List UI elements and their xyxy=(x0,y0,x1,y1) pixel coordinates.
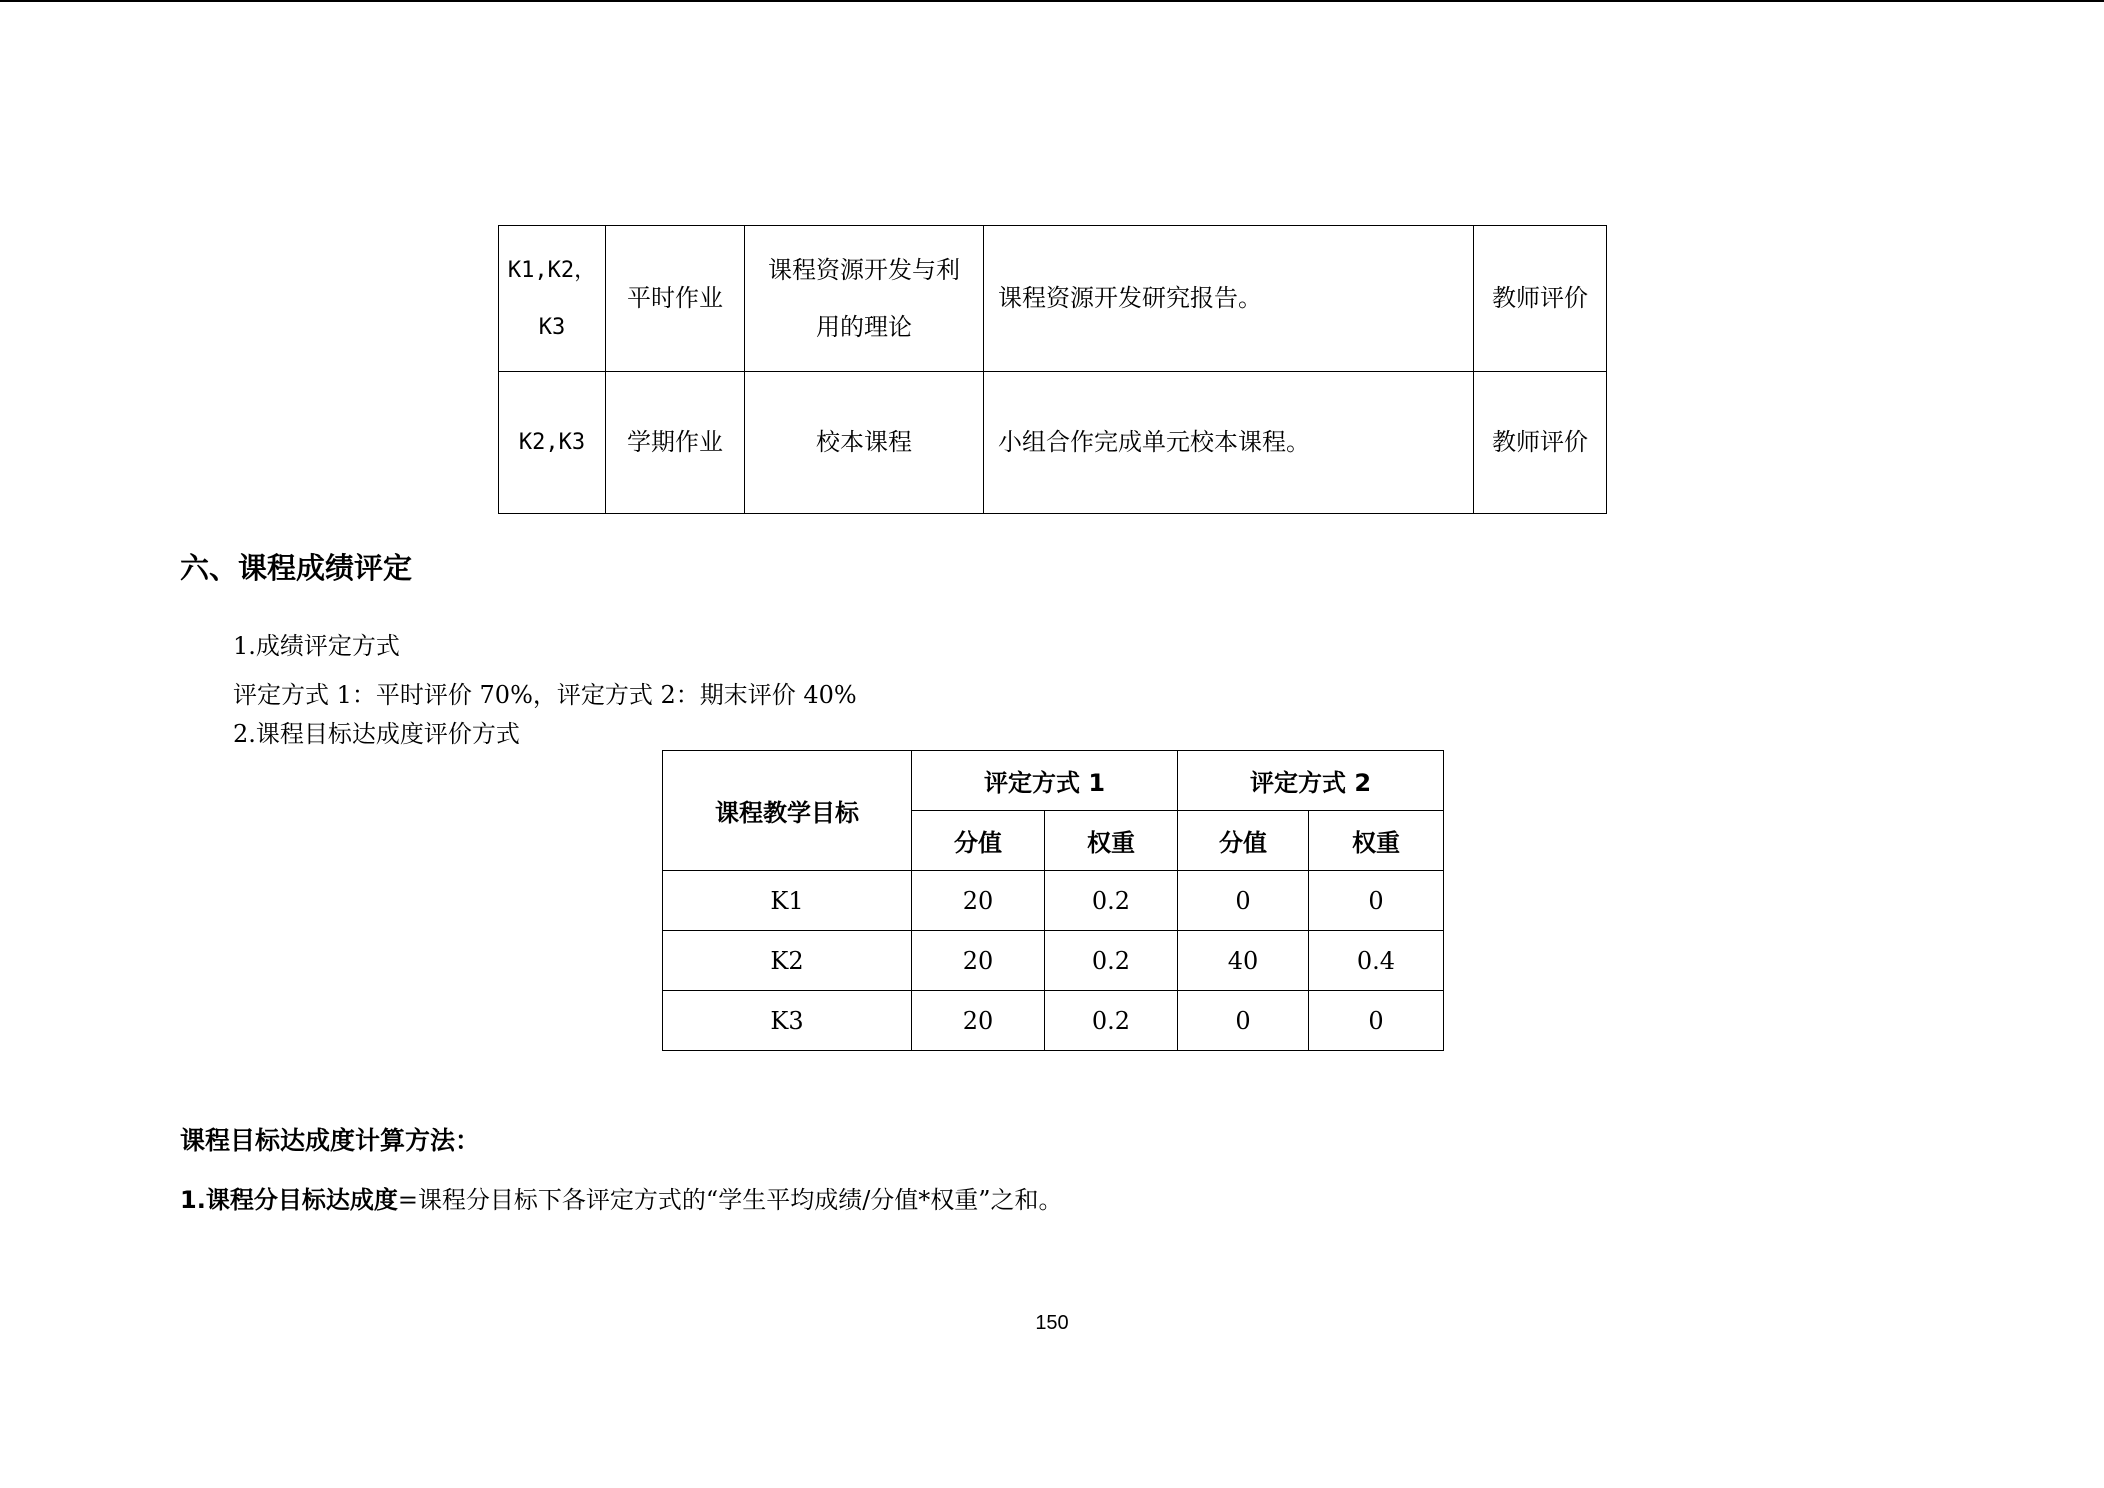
type-cell: 平时作业 xyxy=(606,226,745,372)
weight-cell: 0 xyxy=(1309,871,1444,931)
targets-cell xyxy=(499,226,606,372)
grading-method-label: 1.成绩评定方式 xyxy=(233,632,400,660)
type-cell: 学期作业 xyxy=(606,372,745,514)
requirement-cell: 小组合作完成单元校本课程。 xyxy=(984,372,1474,514)
score-cell: 0 xyxy=(1178,871,1309,931)
content-text: 用的理论 xyxy=(816,312,912,341)
score-cell: 20 xyxy=(912,931,1045,991)
formula-term: 1.课程分目标达成度 xyxy=(180,1186,398,1214)
target-achievement-table xyxy=(662,750,1444,1051)
grading-methods-text: 评定方式 1：平时评价 70%，评定方式 2：期末评价 40% xyxy=(233,681,857,709)
target-evaluation-label: 2.课程目标达成度评价方式 xyxy=(233,720,520,748)
requirement-cell: 课程资源开发研究报告。 xyxy=(984,226,1474,372)
score-cell: 40 xyxy=(1178,931,1309,991)
score-header: 分值 xyxy=(1178,811,1309,871)
table-row xyxy=(663,871,1444,931)
content-cell xyxy=(745,226,984,372)
weight-cell: 0.2 xyxy=(1045,931,1178,991)
score-cell: 0 xyxy=(1178,991,1309,1051)
weight-header: 权重 xyxy=(1309,811,1444,871)
section-heading: 六、课程成绩评定 xyxy=(180,551,413,585)
method1-header: 评定方式 1 xyxy=(912,751,1178,811)
weight-cell: 0.2 xyxy=(1045,871,1178,931)
weight-header: 权重 xyxy=(1045,811,1178,871)
content-cell: 校本课程 xyxy=(745,372,984,514)
table-row xyxy=(499,372,1607,514)
method2-header: 评定方式 2 xyxy=(1178,751,1444,811)
targets-cell: K2,K3 xyxy=(499,372,606,514)
weight-cell: 0.2 xyxy=(1045,991,1178,1051)
page-number: 150 xyxy=(1035,1312,1069,1334)
targets-text: K3 xyxy=(538,314,566,340)
score-cell: 20 xyxy=(912,991,1045,1051)
table-row xyxy=(663,991,1444,1051)
weight-cell: 0 xyxy=(1309,991,1444,1051)
table-header-row xyxy=(663,751,1444,811)
goal-cell: K3 xyxy=(663,991,912,1051)
content-text: 课程资源开发与利 xyxy=(768,255,960,284)
score-header: 分值 xyxy=(912,811,1045,871)
targets-text: K1,K2， xyxy=(507,257,597,283)
goal-header: 课程教学目标 xyxy=(663,751,912,871)
score-cell: 20 xyxy=(912,871,1045,931)
goal-cell: K2 xyxy=(663,931,912,991)
table-row xyxy=(663,931,1444,991)
weight-cell: 0.4 xyxy=(1309,931,1444,991)
goal-cell: K1 xyxy=(663,871,912,931)
formula-definition: =课程分目标下各评定方式的“学生平均成绩/分值*权重”之和。 xyxy=(397,1186,1063,1214)
evaluator-cell: 教师评价 xyxy=(1474,226,1607,372)
page-top-border xyxy=(0,0,2104,2)
evaluator-cell: 教师评价 xyxy=(1474,372,1607,514)
table-row xyxy=(499,226,1607,372)
calculation-title: 课程目标达成度计算方法： xyxy=(180,1126,481,1155)
calculation-formula xyxy=(180,1180,1063,1215)
assessment-table xyxy=(498,225,1607,514)
